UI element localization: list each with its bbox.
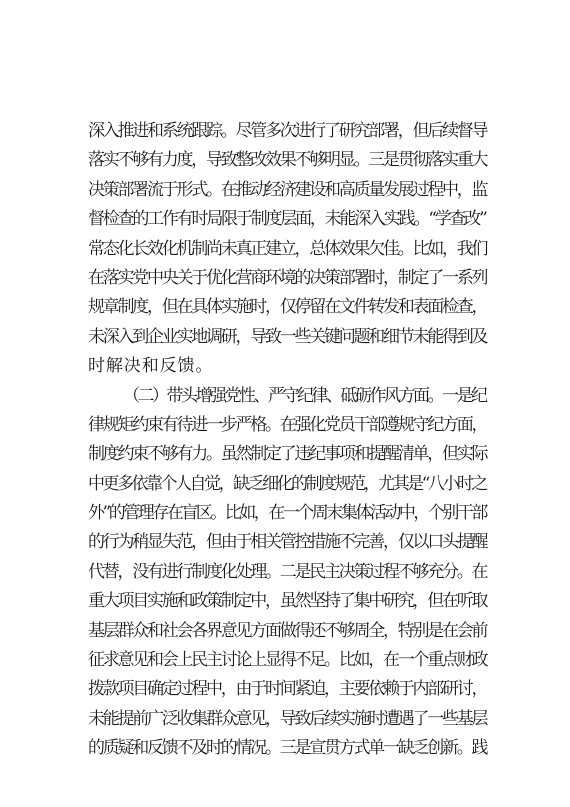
text-line-indented: （二）带头增强党性、严守纪律、砥砺作风方面。一是纪	[123, 385, 486, 406]
text-line: 在落实党中央关于优化营商环境的决策部署时，制定了一系列	[88, 267, 487, 288]
text-line: 拨款项目确定过程中，由于时间紧迫，主要依赖于内部研讨，	[88, 679, 487, 700]
text-line: 基层群众和社会各界意见方面做得还不够周全，特别是在会前	[88, 620, 487, 641]
text-line: 落实不够有力度，导致整改效果不够明显。三是贯彻落实重大	[88, 150, 487, 171]
text-line: 代替，没有进行制度化处理。二是民主决策过程不够充分。在	[88, 561, 487, 582]
text-line: 征求意见和会上民主讨论上显得不足。比如，在一个重点财政	[88, 650, 487, 671]
text-line: 决策部署流于形式。在推动经济建设和高质量发展过程中，监	[88, 179, 487, 200]
text-line: 的行为稍显失范，但由于相关管控措施不完善，仅以口头提醒	[88, 532, 487, 553]
text-line: 常态化长效化机制尚未真正建立，总体效果欠佳。比如，我们	[88, 238, 487, 259]
text-line: 深入推进和系统跟踪。尽管多次进行了研究部署，但后续督导	[88, 121, 487, 141]
paragraph-2	[88, 382, 486, 764]
text-line: 规章制度，但在具体实施时，仅停留在文件转发和表面检查，	[88, 297, 487, 318]
text-line: 未能提前广泛收集群众意见，导致后续实施时遭遇了一些基层	[88, 708, 487, 729]
text-line: 外”的管理存在盲区。比如，在一个周末集体活动中，个别干部	[88, 503, 486, 524]
text-line: 的质疑和反馈不及时的情况。三是宣贯方式单一缺乏创新。践	[88, 738, 487, 759]
text-line: 制度约束不够有力。虽然制定了违纪事项和提醒清单，但实际	[88, 444, 487, 465]
text-line: 中更多依靠个人自觉，缺乏细化的制度规范，尤其是“八小时之	[88, 473, 486, 494]
text-line: 时解决和反馈。	[88, 356, 214, 377]
text-line: 督检查的工作有时局限于制度层面，未能深入实践。“学查改”	[88, 209, 486, 230]
text-line: 未深入到企业实地调研，导致一些关键问题和细节未能得到及	[88, 326, 487, 347]
text-line: 律规矩约束有待进一步严格。在强化党员干部遵规守纪方面，	[88, 414, 487, 435]
document-body	[88, 117, 486, 764]
text-line: 重大项目实施和政策制定中，虽然坚持了集中研究，但在听取	[88, 591, 487, 612]
paragraph-1	[88, 117, 486, 382]
